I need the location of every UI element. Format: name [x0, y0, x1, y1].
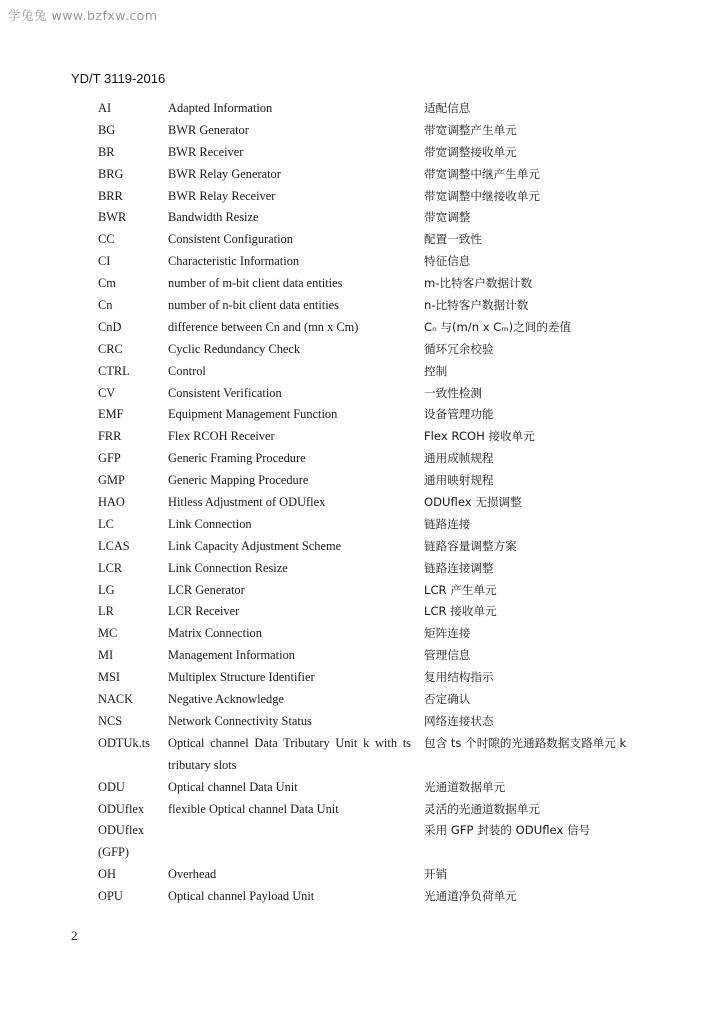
chinese-term: 适配信息 — [424, 101, 471, 115]
abbreviation-row — [98, 558, 658, 580]
english-term: Optical channel Data Unit — [168, 779, 298, 794]
abbreviation-list — [98, 98, 658, 908]
abbreviation: LG — [98, 582, 115, 597]
chinese-term: 通用映射规程 — [424, 473, 494, 488]
abbreviation: BRR — [98, 188, 123, 203]
chinese-term: m-比特客户数据计数 — [424, 276, 533, 291]
english-term: Flex RCOH Receiver — [168, 429, 275, 444]
abbreviation: ODU — [98, 779, 125, 794]
abbreviation: CV — [98, 385, 116, 400]
abbreviation-row — [98, 864, 658, 886]
chinese-term: Flex RCOH 接收单元 — [424, 429, 535, 444]
english-term: Bandwidth Resize — [168, 210, 259, 225]
abbreviation: FRR — [98, 429, 122, 444]
english-term: Consistent Configuration — [168, 232, 293, 247]
abbreviation: GMP — [98, 473, 125, 488]
abbreviation: OH — [98, 867, 116, 882]
english-term: LCR Receiver — [168, 604, 240, 619]
abbreviation: HAO — [98, 495, 125, 510]
abbreviation-row — [98, 120, 658, 142]
abbreviation: ODTUk.ts — [98, 735, 150, 750]
english-term: BWR Generator — [168, 122, 249, 137]
chinese-term: LCR 接收单元 — [424, 604, 497, 619]
abbreviation-row — [98, 667, 658, 689]
abbreviation-row — [98, 164, 658, 186]
abbreviation-row — [98, 645, 658, 667]
english-term: Management Information — [168, 648, 295, 663]
abbreviation-row — [98, 711, 658, 733]
chinese-term: ODUflex 无损调整 — [424, 495, 522, 510]
chinese-term: 光通道数据单元 — [424, 779, 506, 794]
chinese-term: 开销 — [424, 867, 448, 882]
abbreviation-row — [98, 886, 658, 908]
abbreviation: AI — [98, 101, 112, 115]
english-term: number of n-bit client data entities — [168, 298, 340, 313]
abbreviation: Cn — [98, 298, 113, 313]
english-term: Equipment Management Function — [168, 407, 338, 422]
abbreviation-row — [98, 426, 658, 448]
abbreviation-row — [98, 273, 658, 295]
chinese-term: LCR 产生单元 — [424, 582, 497, 597]
english-term: Generic Mapping Procedure — [168, 473, 309, 488]
abbreviation: LC — [98, 516, 114, 531]
english-term: BWR Relay Receiver — [168, 188, 276, 203]
chinese-term: 矩阵连接 — [424, 626, 471, 641]
abbreviation: CnD — [98, 319, 122, 334]
chinese-term: 带宽调整中继产生单元 — [424, 166, 540, 181]
abbreviation: Cm — [98, 276, 116, 291]
abbreviation-row — [98, 339, 658, 361]
abbreviation: MSI — [98, 670, 121, 685]
english-term: Generic Framing Procedure — [168, 451, 306, 466]
chinese-term: 管理信息 — [424, 648, 471, 663]
english-term: Characteristic Information — [168, 254, 300, 269]
chinese-term: Cₙ 与(m/n x Cₘ)之间的差值 — [424, 319, 572, 334]
chinese-term: 复用结构指示 — [424, 670, 494, 685]
english-term: Link Connection Resize — [168, 560, 288, 575]
abbreviation-row — [98, 207, 658, 229]
chinese-term: 链路连接 — [424, 516, 471, 531]
abbreviation: NACK — [98, 692, 134, 707]
english-term: Multiplex Structure Identifier — [168, 670, 315, 685]
abbreviation-row — [98, 536, 658, 558]
abbreviation-row — [98, 98, 658, 120]
abbreviation: BR — [98, 144, 115, 159]
abbreviation: CRC — [98, 341, 123, 356]
chinese-term: 否定确认 — [424, 692, 471, 707]
abbreviation-row — [98, 186, 658, 208]
abbreviation-row — [98, 623, 658, 645]
chinese-term: 带宽调整 — [424, 210, 471, 225]
abbreviation: ODUflex (GFP) — [98, 823, 145, 860]
english-term: difference between Cn and (mn x Cm) — [168, 319, 359, 334]
document-code-header: YD/T 3119-2016 — [71, 71, 166, 86]
abbreviation-row — [98, 777, 658, 799]
english-term: Control — [168, 363, 206, 378]
abbreviation-row — [98, 295, 658, 317]
abbreviation: LCAS — [98, 538, 130, 553]
abbreviation: MC — [98, 626, 118, 641]
abbreviation-row — [98, 601, 658, 623]
abbreviation-row — [98, 514, 658, 536]
english-term: Consistent Verification — [168, 385, 282, 400]
abbreviation-row — [98, 689, 658, 711]
english-term: Optical channel Payload Unit — [168, 889, 315, 904]
english-term: flexible Optical channel Data Unit — [168, 801, 339, 816]
english-term: Network Connectivity Status — [168, 713, 312, 728]
english-term: Hitless Adjustment of ODUflex — [168, 495, 326, 510]
abbreviation: BG — [98, 122, 116, 137]
abbreviation: CI — [98, 254, 111, 269]
abbreviation: OPU — [98, 889, 123, 904]
chinese-term: n-比特客户数据计数 — [424, 298, 529, 313]
english-term: LCR Generator — [168, 582, 245, 597]
chinese-term: 特征信息 — [424, 254, 471, 269]
abbreviation-row — [98, 404, 658, 426]
abbreviation-row — [98, 820, 658, 864]
chinese-term: 包含 ts 个时隙的光通路数据支路单元 k — [424, 735, 627, 750]
abbreviation-row — [98, 383, 658, 405]
page-number: 2 — [71, 928, 78, 943]
english-term: Optical channel Data Tributary Unit k with ts tributary slots — [168, 735, 411, 772]
english-term: Adapted Information — [168, 101, 273, 115]
abbreviation-row — [98, 580, 658, 602]
abbreviation: ODUflex — [98, 801, 145, 816]
chinese-term: 循环冗余校验 — [424, 341, 494, 356]
watermark-text: 学兔兔 www.bzfxw.com — [8, 8, 158, 23]
chinese-term: 光通道净负荷单元 — [424, 889, 517, 904]
abbreviation: EMF — [98, 407, 124, 422]
abbreviation: NCS — [98, 713, 123, 728]
english-term: Matrix Connection — [168, 626, 262, 641]
abbreviation-row — [98, 470, 658, 492]
abbreviation: BWR — [98, 210, 127, 225]
chinese-term: 链路连接调整 — [424, 560, 494, 575]
english-term: Cyclic Redundancy Check — [168, 341, 301, 356]
abbreviation-row — [98, 229, 658, 251]
english-term: Overhead — [168, 867, 217, 882]
chinese-term: 采用 GFP 封装的 ODUflex 信号 — [424, 823, 591, 838]
english-term: BWR Receiver — [168, 144, 244, 159]
abbreviation: BRG — [98, 166, 124, 181]
abbreviation: LCR — [98, 560, 123, 575]
abbreviation: GFP — [98, 451, 121, 466]
english-term: BWR Relay Generator — [168, 166, 281, 181]
english-term: number of m-bit client data entities — [168, 276, 343, 291]
chinese-term: 通用成帧规程 — [424, 451, 494, 466]
abbreviation-row — [98, 361, 658, 383]
chinese-term: 控制 — [424, 363, 448, 378]
abbreviation: LR — [98, 604, 114, 619]
abbreviation-row — [98, 142, 658, 164]
abbreviation: MI — [98, 648, 114, 663]
chinese-term: 配置一致性 — [424, 232, 482, 247]
chinese-term: 设备管理功能 — [424, 407, 494, 422]
english-term: Link Connection — [168, 516, 252, 531]
abbreviation: CTRL — [98, 363, 130, 378]
chinese-term: 带宽调整中继接收单元 — [424, 188, 540, 203]
abbreviation-row — [98, 251, 658, 273]
abbreviation: CC — [98, 232, 115, 247]
abbreviation-row — [98, 799, 658, 821]
english-term: Link Capacity Adjustment Scheme — [168, 538, 342, 553]
abbreviation-row — [98, 448, 658, 470]
chinese-term: 灵活的光通道数据单元 — [424, 801, 540, 816]
chinese-term: 带宽调整产生单元 — [424, 122, 517, 137]
chinese-term: 网络连接状态 — [424, 713, 494, 728]
abbreviation-row — [98, 733, 658, 777]
chinese-term: 带宽调整接收单元 — [424, 144, 517, 159]
chinese-term: 一致性检测 — [424, 385, 482, 400]
english-term: Negative Acknowledge — [168, 692, 284, 707]
abbreviation-row — [98, 492, 658, 514]
chinese-term: 链路容量调整方案 — [424, 538, 517, 553]
abbreviation-row — [98, 317, 658, 339]
